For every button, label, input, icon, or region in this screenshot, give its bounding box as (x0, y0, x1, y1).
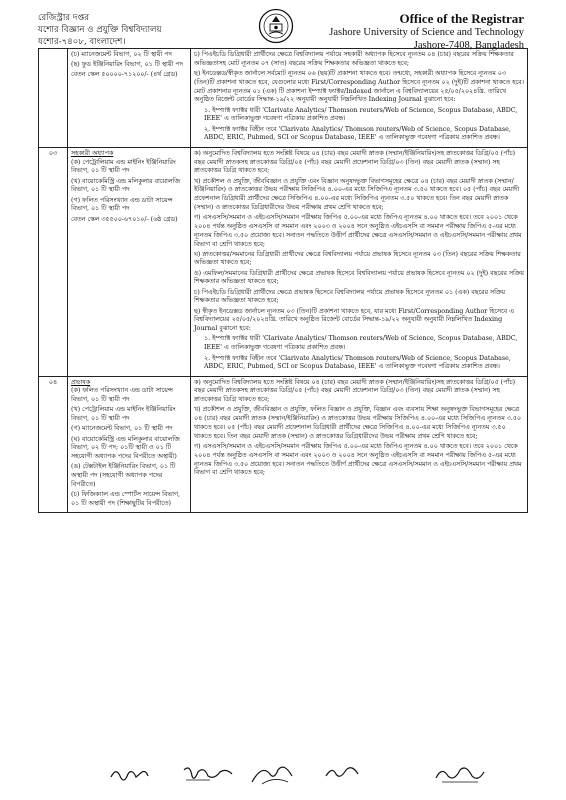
position-cell (68, 376, 191, 513)
signature-1 (108, 762, 152, 784)
qualification-item: ছ) ইনডেক্সড/স্বীকৃত জার্নালে সর্বমোট ন্যূনতম ০৬ (ছয়)টি প্রকাশনা থাকতে হবে। তন্মধ্যে, সহকারী অধ্যাপক হিসেবে ন্যূনতম ০৩ (তিন)টি প্রকাশনা থাকতে হবে, যেগুলোর মধ্যে First/Corresponding Author হিসেবে ন্যূনতম ০২ (দুই)টি প্রকাশনা থাকতে হবে। মোট প্রকাশনার ন্যূনতম ০১ (এক) টি প্রকাশনা ইম্প্যাক্ট ফ্যাক্টর/Indexed জার্নালে এ বিশ্ববিদ্যালয়ের ২৫/০৫/২০২৪খ্রি. তারিখে অনুষ্ঠিত রিজেন্ট বোর্ডের সিদ্ধান্ত-১৯/২২ অনুযায়ী অনুযায়ী নিম্নলিখিত Indexing Journal বুঝানো হবে: (194, 69, 524, 104)
qualification-item: খ) প্রকৌশল ও প্রযুক্তি, জীববিজ্ঞান ও প্রযুক্তি এবং বিজ্ঞান অনুষদভুক্ত বিভাগসমূহের ক্ষেত্রে ০৪ (চার) বছর মেয়াদী স্নাতক (সম্মান/ইঞ্জিনিয়ারিং) ও স্নাতকোত্তর উভয় পরীক্ষায় সিজিপিএ ৪.০০-এর মধ্যে সিজিপিএ ন্যূনতম ৩.৫০ থাকতে হবে। ০৫ (পাঁচ) বছর মেয়াদী প্রফেশনাল ডিগ্রিধারী প্রার্থীদের ক্ষেত্রে সিজিপিএ ৪.০০-এর মধ্যে সিজিপিএ ন্যূনতম ৩.৫০ থাকতে হবে। তিন বছর মেয়াদী স্নাতক (সম্মান) ও স্নাতকোত্তর ডিগ্রিধারীদের উভয় পরীক্ষায় প্রথম শ্রেণি থাকতে হবে; (194, 177, 520, 211)
recruitment-table-body (39, 49, 528, 513)
letterhead-english (329, 11, 524, 52)
address-bn: যশোর-৭৪০৮, বাংলাদেশ। (38, 37, 126, 47)
signature-3 (248, 762, 298, 788)
serial-cell (39, 49, 68, 148)
qualification-item: খ) প্রকৌশল ও প্রযুক্তি, জীববিজ্ঞান ও প্রযুক্তি, ফলিত বিজ্ঞান ও প্রযুক্তি, বিজ্ঞান এবং ব্যবসায় শিক্ষা অনুষদভুক্ত বিভাগসমূহের ক্ষেত্রে ০৪ (চার) বছর মেয়াদী স্নাতক (সম্মান/ইঞ্জিনিয়ারিং) ও স্নাতকোত্তর উভয় পরীক্ষায় সিজিপিএ ৪.০০-এর মধ্যে সিজিপিএ ন্যূনতম ৩.৫০ থাকতে হবে। ০৫ (পাঁচ) বছর মেয়াদী প্রফেশনাল ডিগ্রিধারী প্রার্থীদের ক্ষেত্রে সিজিপিএ ৪.০০-এর মধ্যে সিজিপিএ ন্যূনতম ৩.৫০ থাকতে হবে। তিন বছর মেয়াদী স্নাতক (সম্মান) ও স্নাতকোত্তর ডিগ্রিধারীদের উভয় পরীক্ষায় প্রথম শ্রেণি থাকতে হবে; (194, 406, 522, 440)
signature-4 (322, 762, 362, 784)
department-item: (খ) বায়োকেমিস্ট্রি এন্ড মলিকুলার বায়োলজি বিভাগ, ০১ টি স্থায়ী পদ (71, 177, 180, 194)
serial-number: ০৪ (48, 378, 58, 386)
qualification-cell (191, 147, 528, 376)
university-name-bn: যশোর বিজ্ঞান ও প্রযুক্তি বিশ্ববিদ্যালয় (38, 25, 162, 35)
department-item: (ছ) ফুড ইঞ্জিনিয়ারিং বিভাগ, ০১ টি স্থায়ী পদ (71, 61, 183, 69)
department-item: (চ) ফিজিক্যাল এন্ড স্পোর্টস সায়েন্স বিভাগ, ০১ টি অস্থায়ী পদ (শিক্ষাছুটির বিপরীতে) (71, 491, 181, 507)
qualification-item: ছ) স্বীকৃত ইনডেক্সড জার্নালে ন্যূনতম ০৩ (তিন)টি প্রকাশনা থাকতে হবে, যার মধ্যে First/Corresponding Author হিসেবে এ বিশ্ববিদ্যালয়ের ২৫/০৫/২০২৪খ্রি. তারিখে অনুষ্ঠিত রিজেন্ট বোর্ডের সিদ্ধান্ত-১৯/২২ অনুযায়ী অনুযায়ী নিম্নলিখিত Indexing Journal বুঝানো হবে: (194, 307, 514, 333)
department-item: (ঙ) টেক্সটাইল ইঞ্জিনিয়ারিং বিভাগ, ০১ টি অস্থায়ী পদ (সহযোগী অধ্যাপক পদের বিপরীতে) (71, 463, 176, 488)
position-cell (68, 147, 191, 376)
department-item: বেতন স্কেল ৩৫৫০০-৬৭০১০/- (৬ষ্ঠ গ্রেড) (71, 215, 178, 223)
office-name-bn: রেজিস্ট্রার দপ্তর (38, 13, 90, 23)
department-item: (ক) ফলিত পরিসংখ্যান এন্ড ডাটা সায়েন্স বিভাগ, ০১ টি স্থায়ী পদ (71, 387, 173, 404)
department-item: (গ) ফলিত পরিসংখ্যান এন্ড ডাটা সায়েন্স বিভাগ, ০১ টি স্থায়ী পদ (71, 196, 173, 213)
university-seal-icon (258, 8, 294, 44)
university-name-en: Jashore University of Science and Technology (329, 27, 524, 38)
serial-cell (39, 376, 68, 513)
position-row (39, 147, 528, 376)
position-row (39, 49, 528, 148)
office-name-en: Office of the Registrar (399, 11, 524, 26)
serial-cell (39, 147, 68, 376)
qualification-item: চ) পিএইচডি ডিগ্রিধারী প্রার্থীদের ক্ষেত্রে প্রভাষক হিসেবে বিশ্ববিদ্যালয় পর্যায়ে প্রভাষক হিসেবে ন্যূনতম ০১ (এক) বছরের সক্রিয় শিক্ষকতার অভিজ্ঞতা থাকতে হবে; (194, 288, 505, 305)
letterhead-bangla (38, 12, 162, 48)
position-title: সহকারী অধ্যাপক (71, 149, 114, 157)
address-en: Jashore-7408, Bangladesh (413, 40, 524, 51)
indexing-journal-item: ১. ইম্প্যাক্ট ফ্যাক্টর ধারী 'Clarivate Analytics/ Thomson reuters/Web of Science, Scopus Database, ABDC, IEEE' এ তালিকাভুক্ত গবেষণা পত্রিকায় প্রকাশিত প্রবন্ধ। (204, 106, 518, 123)
qualification-item: ঘ) স্নাতকোত্তর/সমমানের ডিগ্রিধারী প্রার্থীদের ক্ষেত্রে বিশ্ববিদ্যালয় পর্যায়ে প্রভাষক হিসেবে ন্যূনতম ০৩ (তিন) বছরের সক্রিয় শিক্ষকতার অভিজ্ঞতা থাকতে হবে; (194, 250, 521, 267)
department-item: (গ) ম্যানেজমেন্ট বিভাগ, ০১ টি স্থায়ী পদ (71, 425, 173, 433)
qualification-cell (191, 376, 528, 513)
qualification-item: চ) পিএইচডি ডিগ্রিধারী প্রার্থীদের ক্ষেত্রে বিশ্ববিদ্যালয় পর্যায়ে সহকারী অধ্যাপক হিসেবে ন্যূনতম ০৪ (চার) বছরের সক্রিয় শিক্ষকতার অভিজ্ঞতাসহ মোট ন্যূনতম ০৭ (সাত) বছরের সক্রিয় শিক্ষকতার অভিজ্ঞতা থাকতে হবে; (194, 51, 514, 67)
position-cell (68, 49, 191, 148)
department-item: (ক) পেট্রোলিয়াম এন্ড মাইনিং ইঞ্জিনিয়ারিং বিভাগ, ০১ টি স্থায়ী পদ (71, 158, 176, 175)
department-item: (ঘ) বায়োকেমিস্ট্রি এন্ড মলিকুলার বায়োলজি বিভাগ, ০২ টি পদ; ০১টি স্থায়ী ও ০১ টি সহযোগী অধ্যাপক পদের বিপরীতে অস্থায়ী) (71, 435, 180, 461)
department-item: (চ) ম্যানেজমেন্ট বিভাগ, ০২ টি স্থায়ী পদ (71, 51, 172, 58)
signature-5 (432, 762, 488, 786)
qualification-item: ঙ) এমফিল/সমমানের ডিগ্রিধারী প্রার্থীদের ক্ষেত্রে প্রভাষক হিসেবে বিশ্ববিদ্যালয় পর্যায়ে প্রভাষক হিসেবে ন্যূনতম ০২ (দুই) বছরের সক্রিয় শিক্ষকতার অভিজ্ঞতা থাকতে হবে; (194, 269, 524, 286)
qualification-item: ক) অনুমোদিত বিশ্ববিদ্যালয় হতে সংশ্লিষ্ট বিষয়ে ০৪ (চার) বছর মেয়াদী স্নাতক (সম্মান/ইঞ্জিনিয়ারিং)সহ স্নাতকোত্তর ডিগ্রি/০৫ (পাঁচ) বছর মেয়াদী স্নাতকসহ স্নাতকোত্তর ডিগ্রি/০৫ (পাঁচ) বছর মেয়াদী প্রফেশনাল ডিগ্রি/০৩ (তিন) বছর মেয়াদী স্নাতক (সম্মান) সহ স্নাতকোত্তর ডিগ্রি থাকতে হবে; (194, 149, 516, 175)
department-item: (খ) পেট্রোলিয়াম এন্ড মাইনিং ইঞ্জিনিয়ারিং বিভাগ, ০১ টি স্থায়ী পদ (71, 406, 176, 423)
serial-number: ০৩ (48, 149, 58, 157)
recruitment-table (38, 48, 528, 513)
indexing-journal-item: ২. ইম্প্যাক্ট ফ্যাক্টর বিহীন তবে 'Clarivate Analytics/ Thomson reuters/Web of Science, Scopus Database, ABDC, ERIC, Pubmed, SCI or Scopus Database, IEEE' এ তালিকাভুক্ত গবেষণা পত্রিকায় প্রকাশিত প্রবন্ধ। (204, 125, 511, 142)
qualification-item: গ) এসএসসি/সমমান ও এইচএসসি/সমমান পরীক্ষায় জিপিএ ৫.০০-এর মধ্যে জিপিএ ন্যূনতম ৪.০০ থাকতে হবে। তবে ২০০১ থেকে ২০০৪ পর্যন্ত অনুষ্ঠিত এসএসসি বা সমমান এবং ২০০৩ ও ২০০৪ সনে অনুষ্ঠিত এইচএসসি বা সমমান পরীক্ষায় জিপিএ ৫-এর মধ্যে ন্যূনতম জিপিএ ৩.৫০ প্রয়োজ্য হবে। সনাতন পদ্ধতিতে উত্তীর্ণ প্রার্থীদের ক্ষেত্রে এসএসসি/সমমান ও এইচএসসি/সমমান পরীক্ষায় প্রথম বিভাগ বা শ্রেণি থাকতে হবে; (194, 442, 522, 477)
qualification-cell (191, 49, 528, 148)
qualification-item: গ) এসএসসি/সমমান ও এইচএসসি/সমমান পরীক্ষায় জিপিএ ৫.০০-এর মধ্যে জিপিএ ন্যূনতম ৪.০০ থাকতে হবে। তবে ২০০১ থেকে ২০০৪ পর্যন্ত অনুষ্ঠিত এসএসসি বা সমমান এবং ২০০৩ ও ২০০৪ সনে অনুষ্ঠিত এইচএসসি বা সমমান পরীক্ষায় জিপিএ ৫-এর মধ্যে ন্যূনতম জিপিএ ৩.৫০ প্রয়োজ্য হবে। সনাতন পদ্ধতিতে উত্তীর্ণ প্রার্থীদের ক্ষেত্রে এসএসসি/সমমান ও এইচএসসি/সমমান পরীক্ষায় প্রথম বিভাগ বা শ্রেণি থাকতে হবে; (194, 214, 522, 248)
position-row (39, 376, 528, 513)
indexing-journal-item: ১. ইম্প্যাক্ট ফ্যাক্টর ধারী 'Clarivate Analytics/ Thomson reuters/Web of Science, Scopus Database, ABDC, IEEE' এ তালিকাভুক্ত গবেষণা পত্রিকায় প্রকাশিত প্রবন্ধ। (204, 335, 518, 352)
indexing-journal-item: ২. ইম্প্যাক্ট ফ্যাক্টর বিহীন তবে 'Clarivate Analytics/ Thomson reuters/Web of Science, Scopus Database, ABDC, ERIC, Pubmed, SCI or Scopus Database, IEEE' এ তালিকাভুক্ত গবেষণা পত্রিকায় প্রকাশিত প্রবন্ধ। (204, 354, 511, 371)
position-title: প্রভাষক (71, 378, 91, 386)
qualification-item: ক) অনুমোদিত বিশ্ববিদ্যালয় হতে সংশ্লিষ্ট বিষয়ে ০৪ (চার) বছর মেয়াদী স্নাতক (সম্মান/ইঞ্জিনিয়ারিং)সহ স্নাতকোত্তর ডিগ্রি/০৫ (পাঁচ) বছর মেয়াদী স্নাতকসহ স্নাতকোত্তর ডিগ্রি/০৫ (পাঁচ) বছর মেয়াদী প্রফেশনাল ডিগ্রি/০৩ (তিন) বছর মেয়াদী স্নাতক (সম্মান) সহ স্নাতকোত্তর ডিগ্রি থাকতে হবে; (194, 378, 516, 404)
signature-2 (180, 762, 236, 786)
department-item: বেতন স্কেল ৫০০০০-৭১২০০/- (৪র্থ গ্রেড) (71, 71, 178, 79)
